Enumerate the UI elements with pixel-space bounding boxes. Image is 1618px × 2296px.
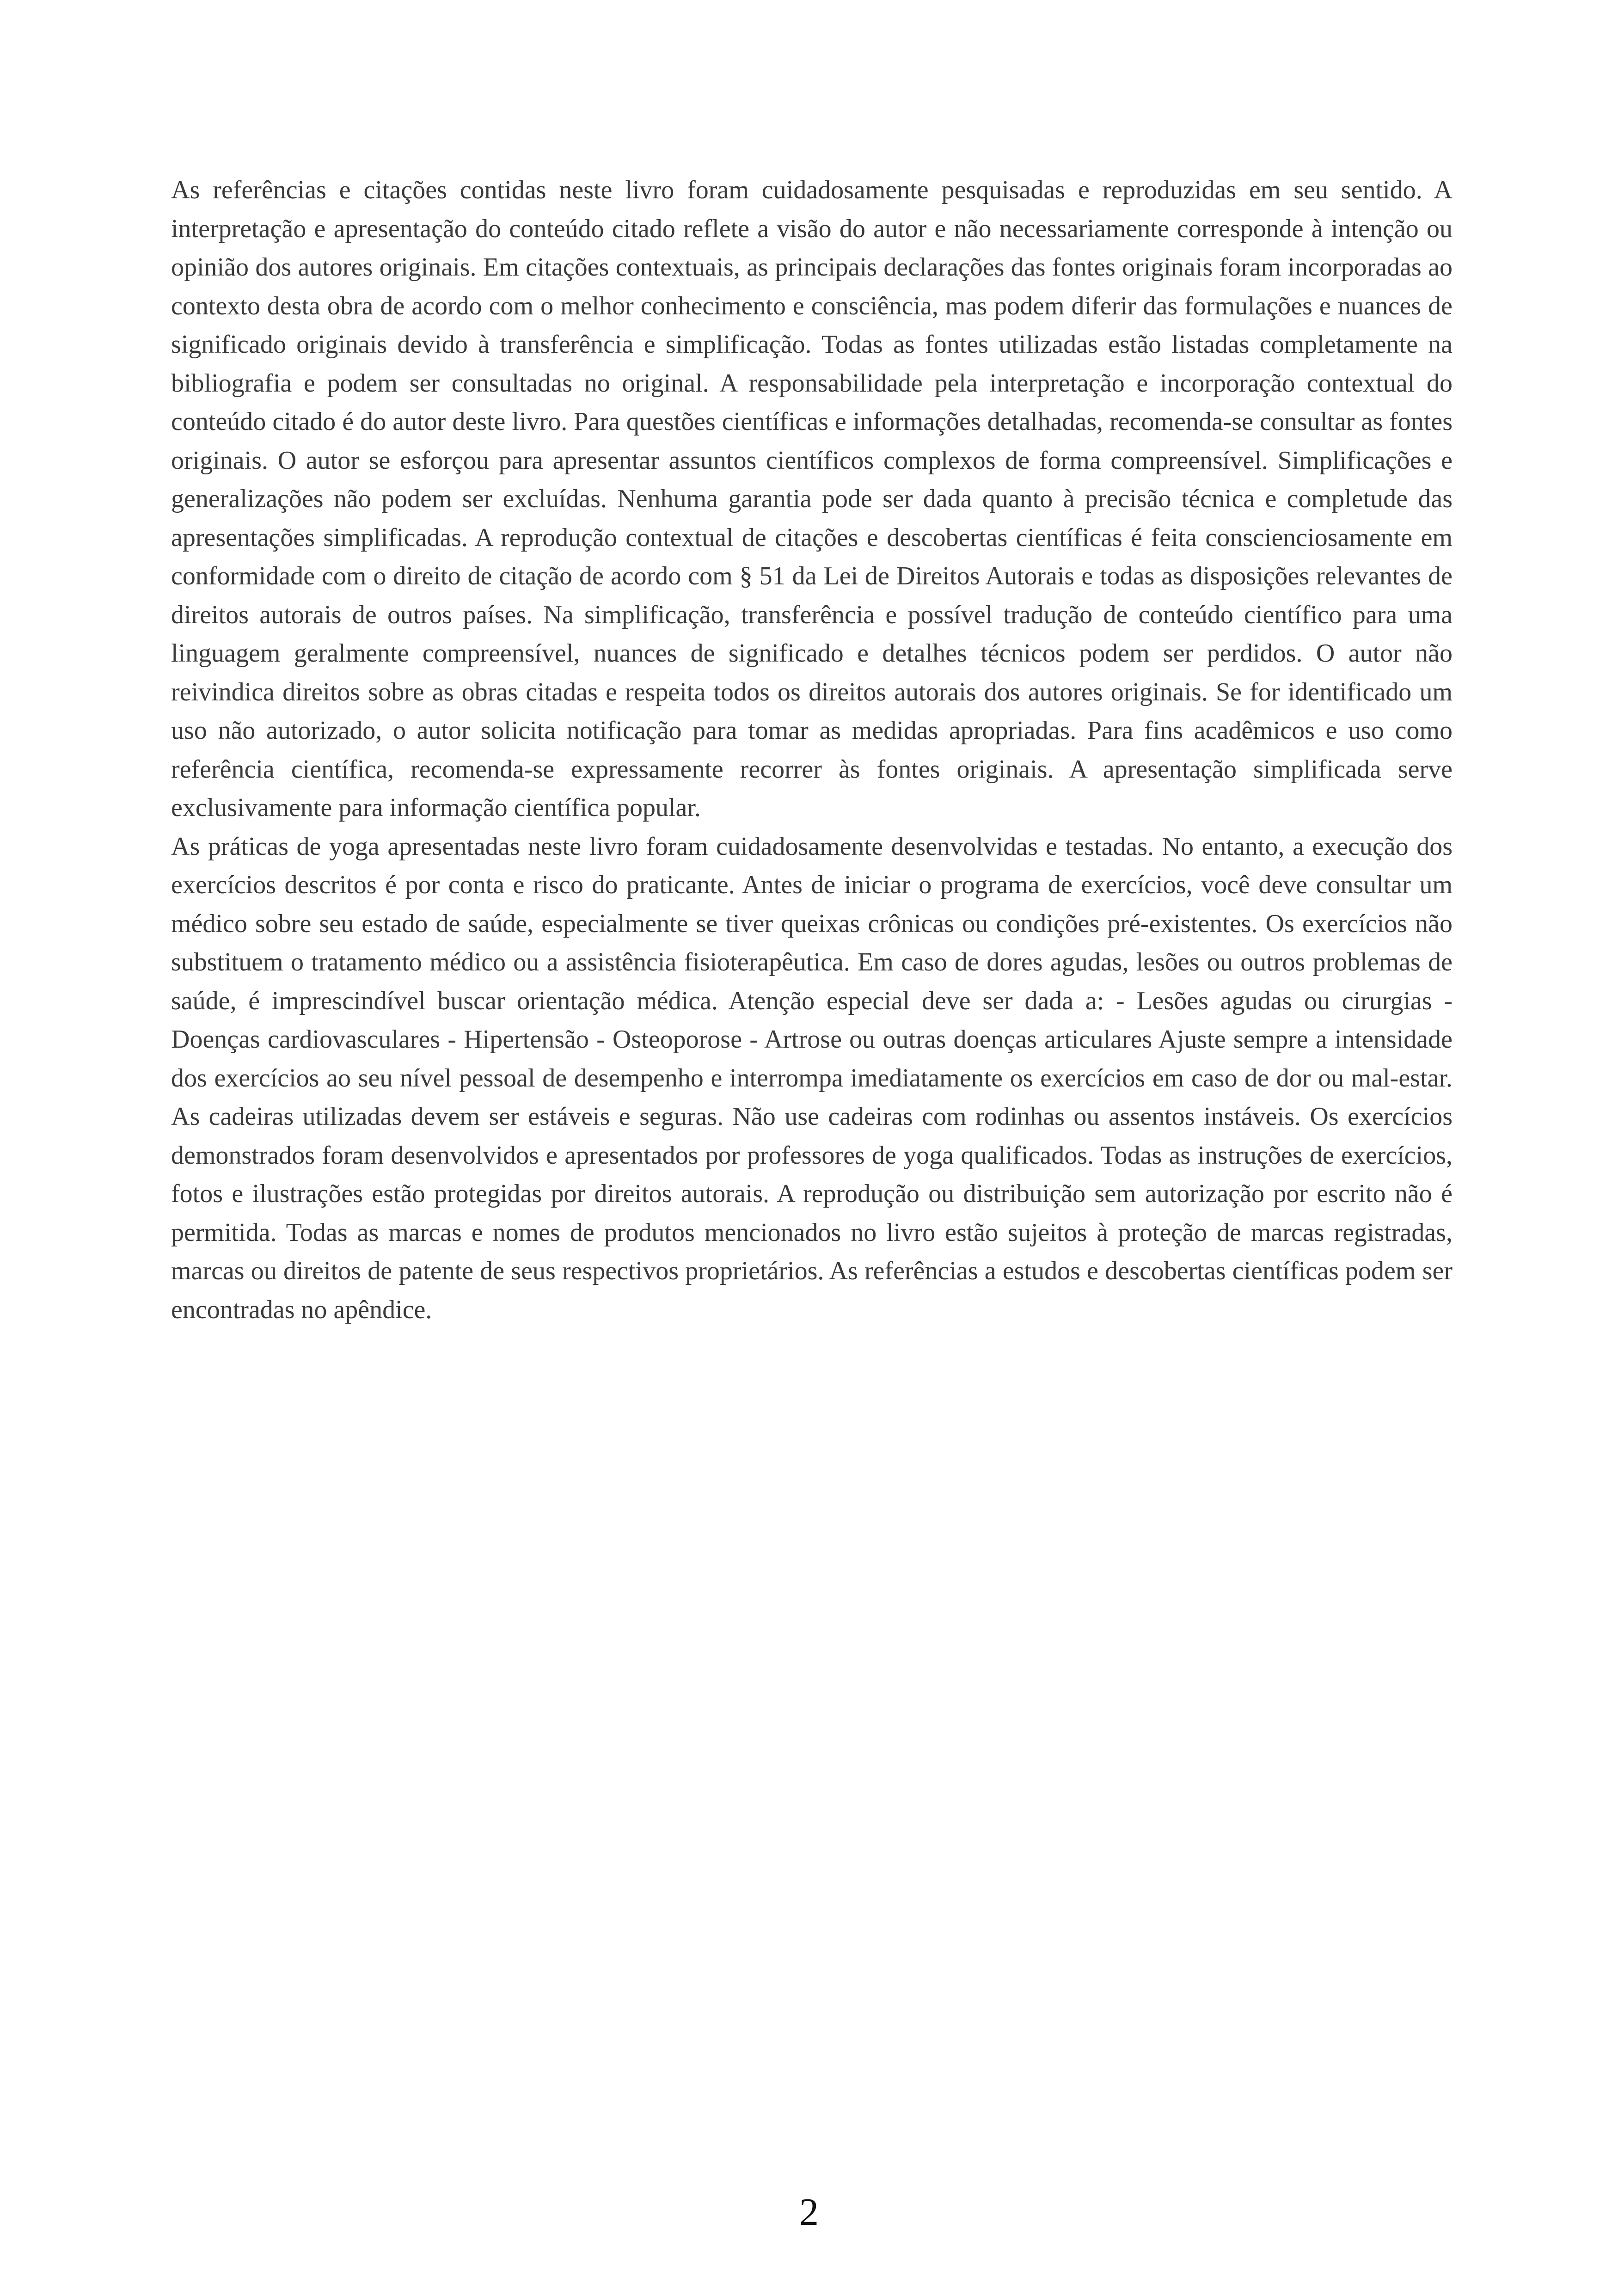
paragraph-yoga-disclaimer: As práticas de yoga apresentadas neste livro foram cuidadosamente desenvolvidas e testadas. No entanto, a execução dos exercícios descritos é por conta e risco do praticante. Antes de iniciar o programa de exercícios, você deve consultar um médico sobre seu estado de saúde, especialmente se tiver queixas crônicas ou condições pré-existentes. Os exercícios não substituem o tratamento médico ou a assistência fisioterapêutica. Em caso de dores agudas, lesões ou outros problemas de saúde, é imprescindível buscar orientação médica. Atenção especial deve ser dada a: - Lesões agudas ou cirurgias - Doenças cardiovasculares - Hipertensão - Osteoporose - Artrose ou outras doenças articulares Ajuste sempre a intensidade dos exercícios ao seu nível pessoal de desempenho e interrompa imediatamente os exercícios em caso de dor ou mal-estar. As cadeiras utilizadas devem ser estáveis e seguras. Não use cadeiras com rodinhas ou assentos instáveis. Os exercícios demonstrados foram desenvolvidos e apresentados por professores de yoga qualificados. Todas as instruções de exercícios, fotos e ilustrações estão protegidas por direitos autorais. A reprodução ou distribuição sem autorização por escrito não é permitida. Todas as marcas e nomes de produtos mencionados no livro estão sujeitos à proteção de marcas registradas, marcas ou direitos de patente de seus respectivos proprietários. As referências a estudos e descobertas científicas podem ser encontradas no apêndice. (171, 832, 1453, 1324)
paragraph-citations-disclaimer: As referências e citações contidas neste livro foram cuidadosamente pesquisadas e reproduzidas em seu sentido. A interpretação e apresentação do conteúdo citado reflete a visão do autor e não necessariamente corresponde à intenção ou opinião dos autores originais. Em citações contextuais, as principais declarações das fontes originais foram incorporadas ao contexto desta obra de acordo com o melhor conhecimento e consciência, mas podem diferir das formulações e nuances de significado originais devido à transferência e simplificação. Todas as fontes utilizadas estão listadas completamente na bibliografia e podem ser consultadas no original. A responsabilidade pela interpretação e incorporação contextual do conteúdo citado é do autor deste livro. Para questões científicas e informações detalhadas, recomenda-se consultar as fontes originais. O autor se esforçou para apresentar assuntos científicos complexos de forma compreensível. Simplificações e generalizações não podem ser excluídas. Nenhuma garantia pode ser dada quanto à precisão técnica e completude das apresentações simplificadas. A reprodução contextual de citações e descobertas científicas é feita conscienciosamente em conformidade com o direito de citação de acordo com § 51 da Lei de Direitos Autorais e todas as disposições relevantes de direitos autorais de outros países. Na simplificação, transferência e possível tradução de conteúdo científico para uma linguagem geralmente compreensível, nuances de significado e detalhes técnicos podem ser perdidos. O autor não reivindica direitos sobre as obras citadas e respeita todos os direitos autorais dos autores originais. Se for identificado um uso não autorizado, o autor solicita notificação para tomar as medidas apropriadas. Para fins acadêmicos e uso como referência científica, recomenda-se expressamente recorrer às fontes originais. A apresentação simplificada serve exclusivamente para informação científica popular. (171, 176, 1453, 822)
body-text (171, 171, 1453, 1329)
page-number: 2 (799, 2191, 819, 2234)
